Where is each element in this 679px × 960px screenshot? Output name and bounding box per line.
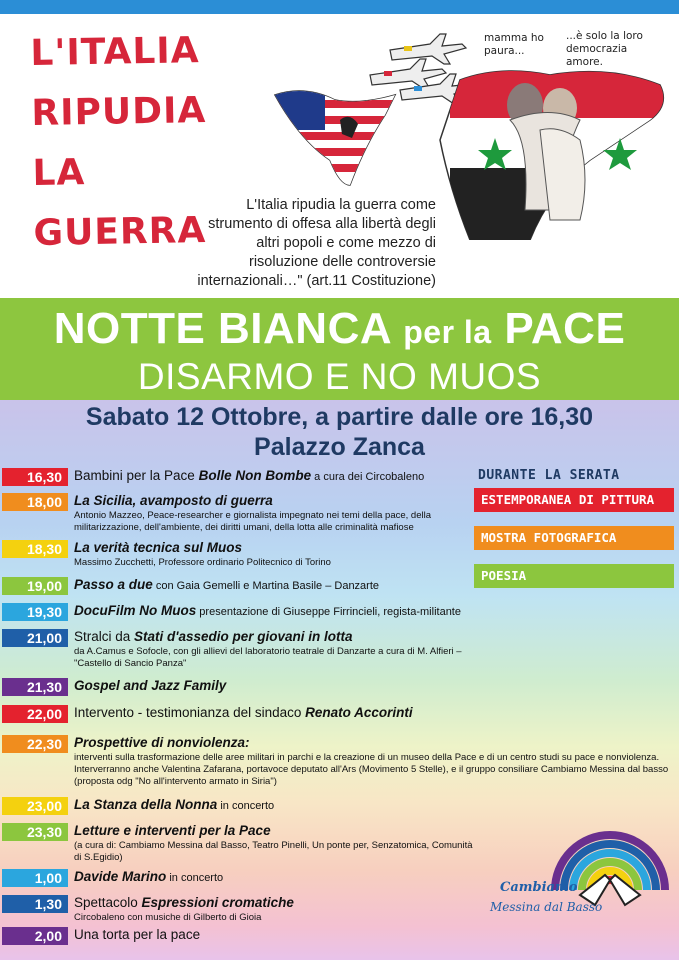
event-title [74, 678, 474, 695]
event-text [74, 577, 474, 594]
side-item-label: ESTEMPORANEA DI PITTURA [481, 492, 655, 507]
event-text-detail: in concerto [217, 800, 275, 812]
event-text-highlight: Gospel and Jazz Family [74, 678, 227, 693]
event-text [74, 540, 474, 569]
event-text-plain: Una torta per la pace [74, 927, 201, 942]
event-text-highlight: Renato Accorinti [305, 705, 413, 720]
event-text-highlight: Passo a due [74, 577, 153, 592]
constitution-quote: L'Italia ripudia la guerra come strumento di offesa alla libertà degli altri popoli e come mezzo di risoluzione delle controversie internazionali…" (art.11 Costituzione) [197, 197, 436, 289]
event-time: 22,00 [2, 705, 68, 723]
syria-flag-map-icon [440, 60, 679, 240]
event-text [74, 797, 474, 814]
event-text [74, 678, 474, 695]
side-item-label: POESIA [481, 568, 527, 583]
event-text [74, 735, 674, 788]
event-time: 21,30 [2, 678, 68, 696]
event-text [74, 493, 474, 534]
event-title [74, 705, 474, 722]
event-title [74, 927, 474, 944]
side-item-painting [474, 488, 674, 512]
event-note: (a cura di: Cambiamo Messina dal Basso, Teatro Pinelli, Un ponte per, Senzatomica, Comunità di S.Egidio) [74, 840, 473, 863]
event-text [74, 705, 474, 722]
side-item-label: MOSTRA FOTOGRAFICA [481, 530, 617, 545]
event-text-plain: Bambini per la Pace [74, 468, 199, 483]
logo-line2: Messina dal Basso [490, 900, 603, 914]
event-text-plain: Intervento - testimonianza del sindaco [74, 705, 306, 720]
side-item-poetry [474, 564, 674, 588]
event-text [74, 927, 474, 944]
event-text-highlight: La verità tecnica sul Muos [74, 540, 243, 555]
event-time: 19,00 [2, 577, 68, 595]
event-text-highlight: DocuFilm No Muos [74, 603, 197, 618]
banner-subtitle: DISARMO E NO MUOS [137, 356, 542, 397]
side-item-photo [474, 526, 674, 550]
event-note: interventi sulla trasformazione delle aree militari in parchi e la creazione di un museo della Pace e di un centro studi su pace e nonviolenza. Interverranno anche Valentina Zafarana, portavoce deputato all'Ars (Movimento 5 Stelle), e il gruppo consiliare Cambiamo Messina dal basso (proposta odg "No all'intervento armato in Siria") [74, 752, 669, 787]
title-banner [0, 298, 679, 400]
speech-bubble-child: mamma ho paura... [484, 32, 544, 57]
page-title: L'ITALIA RIPUDIA LA GUERRA [30, 30, 207, 254]
top-bar [0, 0, 679, 14]
event-note: Massimo Zucchetti, Professore ordinario Politecnico di Torino [74, 557, 331, 568]
event-text [74, 869, 474, 886]
banner-title-end: PACE [504, 304, 626, 353]
event-note: da A.Camus e Sofocle, con gli allievi del laboratorio teatrale di Danzarte a cura di M. Alfieri – "Castello di Sancio Panza" [74, 646, 462, 669]
event-note: Circobaleno con musiche di Gilberto di Gioia [74, 912, 262, 923]
banner-title-small: per la [403, 314, 492, 350]
event-title [74, 629, 474, 646]
event-title [74, 735, 674, 752]
event-time: 18,30 [2, 540, 68, 558]
banner-title [0, 298, 679, 357]
event-text-highlight: La Stanza della Nonna [74, 797, 218, 812]
event-time: 1,30 [2, 895, 68, 913]
event-time: 23,30 [2, 823, 68, 841]
event-text [74, 468, 474, 485]
banner-title-main: NOTTE BIANCA [53, 304, 391, 353]
side-heading: DURANTE LA SERATA [478, 468, 620, 483]
event-title [74, 493, 474, 510]
event-text-highlight: Espressioni cromatiche [141, 895, 294, 910]
event-text-highlight: Stati d'assedio per giovani in lotta [134, 629, 353, 644]
event-title [74, 823, 474, 840]
event-note: Antonio Mazzeo, Peace-researcher e giornalista impegnato nei temi della pace, della militarizzazione, dell'ambiente, dei diritti umani, della lotta alle criminalità mafiose [74, 510, 431, 533]
speech-bubble-mother: ...è solo la loro democrazia amore. [566, 30, 643, 68]
event-title [74, 540, 474, 557]
event-text-detail: presentazione di Giuseppe Firrincieli, regista-militante [196, 606, 461, 618]
event-time: 23,00 [2, 797, 68, 815]
event-date: Sabato 12 Ottobre, a partire dalle ore 16,30 [85, 403, 594, 431]
event-text-highlight: Letture e interventi per la Pace [74, 823, 271, 838]
event-title [74, 468, 474, 485]
event-text-highlight: Davide Marino [74, 869, 167, 884]
event-title [74, 577, 474, 594]
logo-line1: Cambiamo [500, 880, 578, 895]
event-text-detail: in concerto [166, 872, 224, 884]
event-time: 2,00 [2, 927, 68, 945]
event-title [74, 869, 474, 886]
event-text-detail: con Gaia Gemelli e Martina Basile – Danzarte [152, 580, 380, 592]
event-place: Palazzo Zanca [254, 433, 425, 461]
event-text [74, 823, 474, 864]
cambiamo-messina-logo [490, 830, 675, 948]
event-time: 1,00 [2, 869, 68, 887]
event-text-highlight: La Sicilia, avamposto di guerra [74, 493, 273, 508]
event-title [74, 895, 474, 912]
event-title [74, 797, 474, 814]
event-text-detail: a cura dei Circobaleno [311, 471, 425, 483]
event-time: 18,00 [2, 493, 68, 511]
event-text-plain: Stralci da [74, 629, 135, 644]
event-time: 21,00 [2, 629, 68, 647]
event-text-highlight: Bolle Non Bombe [198, 468, 312, 483]
event-title [74, 603, 474, 620]
event-text [74, 895, 474, 924]
us-flag-sicily-icon [270, 90, 400, 190]
event-time: 22,30 [2, 735, 68, 753]
event-time: 19,30 [2, 603, 68, 621]
event-text-plain: Spettacolo [74, 895, 142, 910]
event-text-highlight: Prospettive di nonviolenza: [74, 735, 250, 750]
event-text [74, 629, 474, 670]
event-text [74, 603, 474, 620]
event-time: 16,30 [2, 468, 68, 486]
